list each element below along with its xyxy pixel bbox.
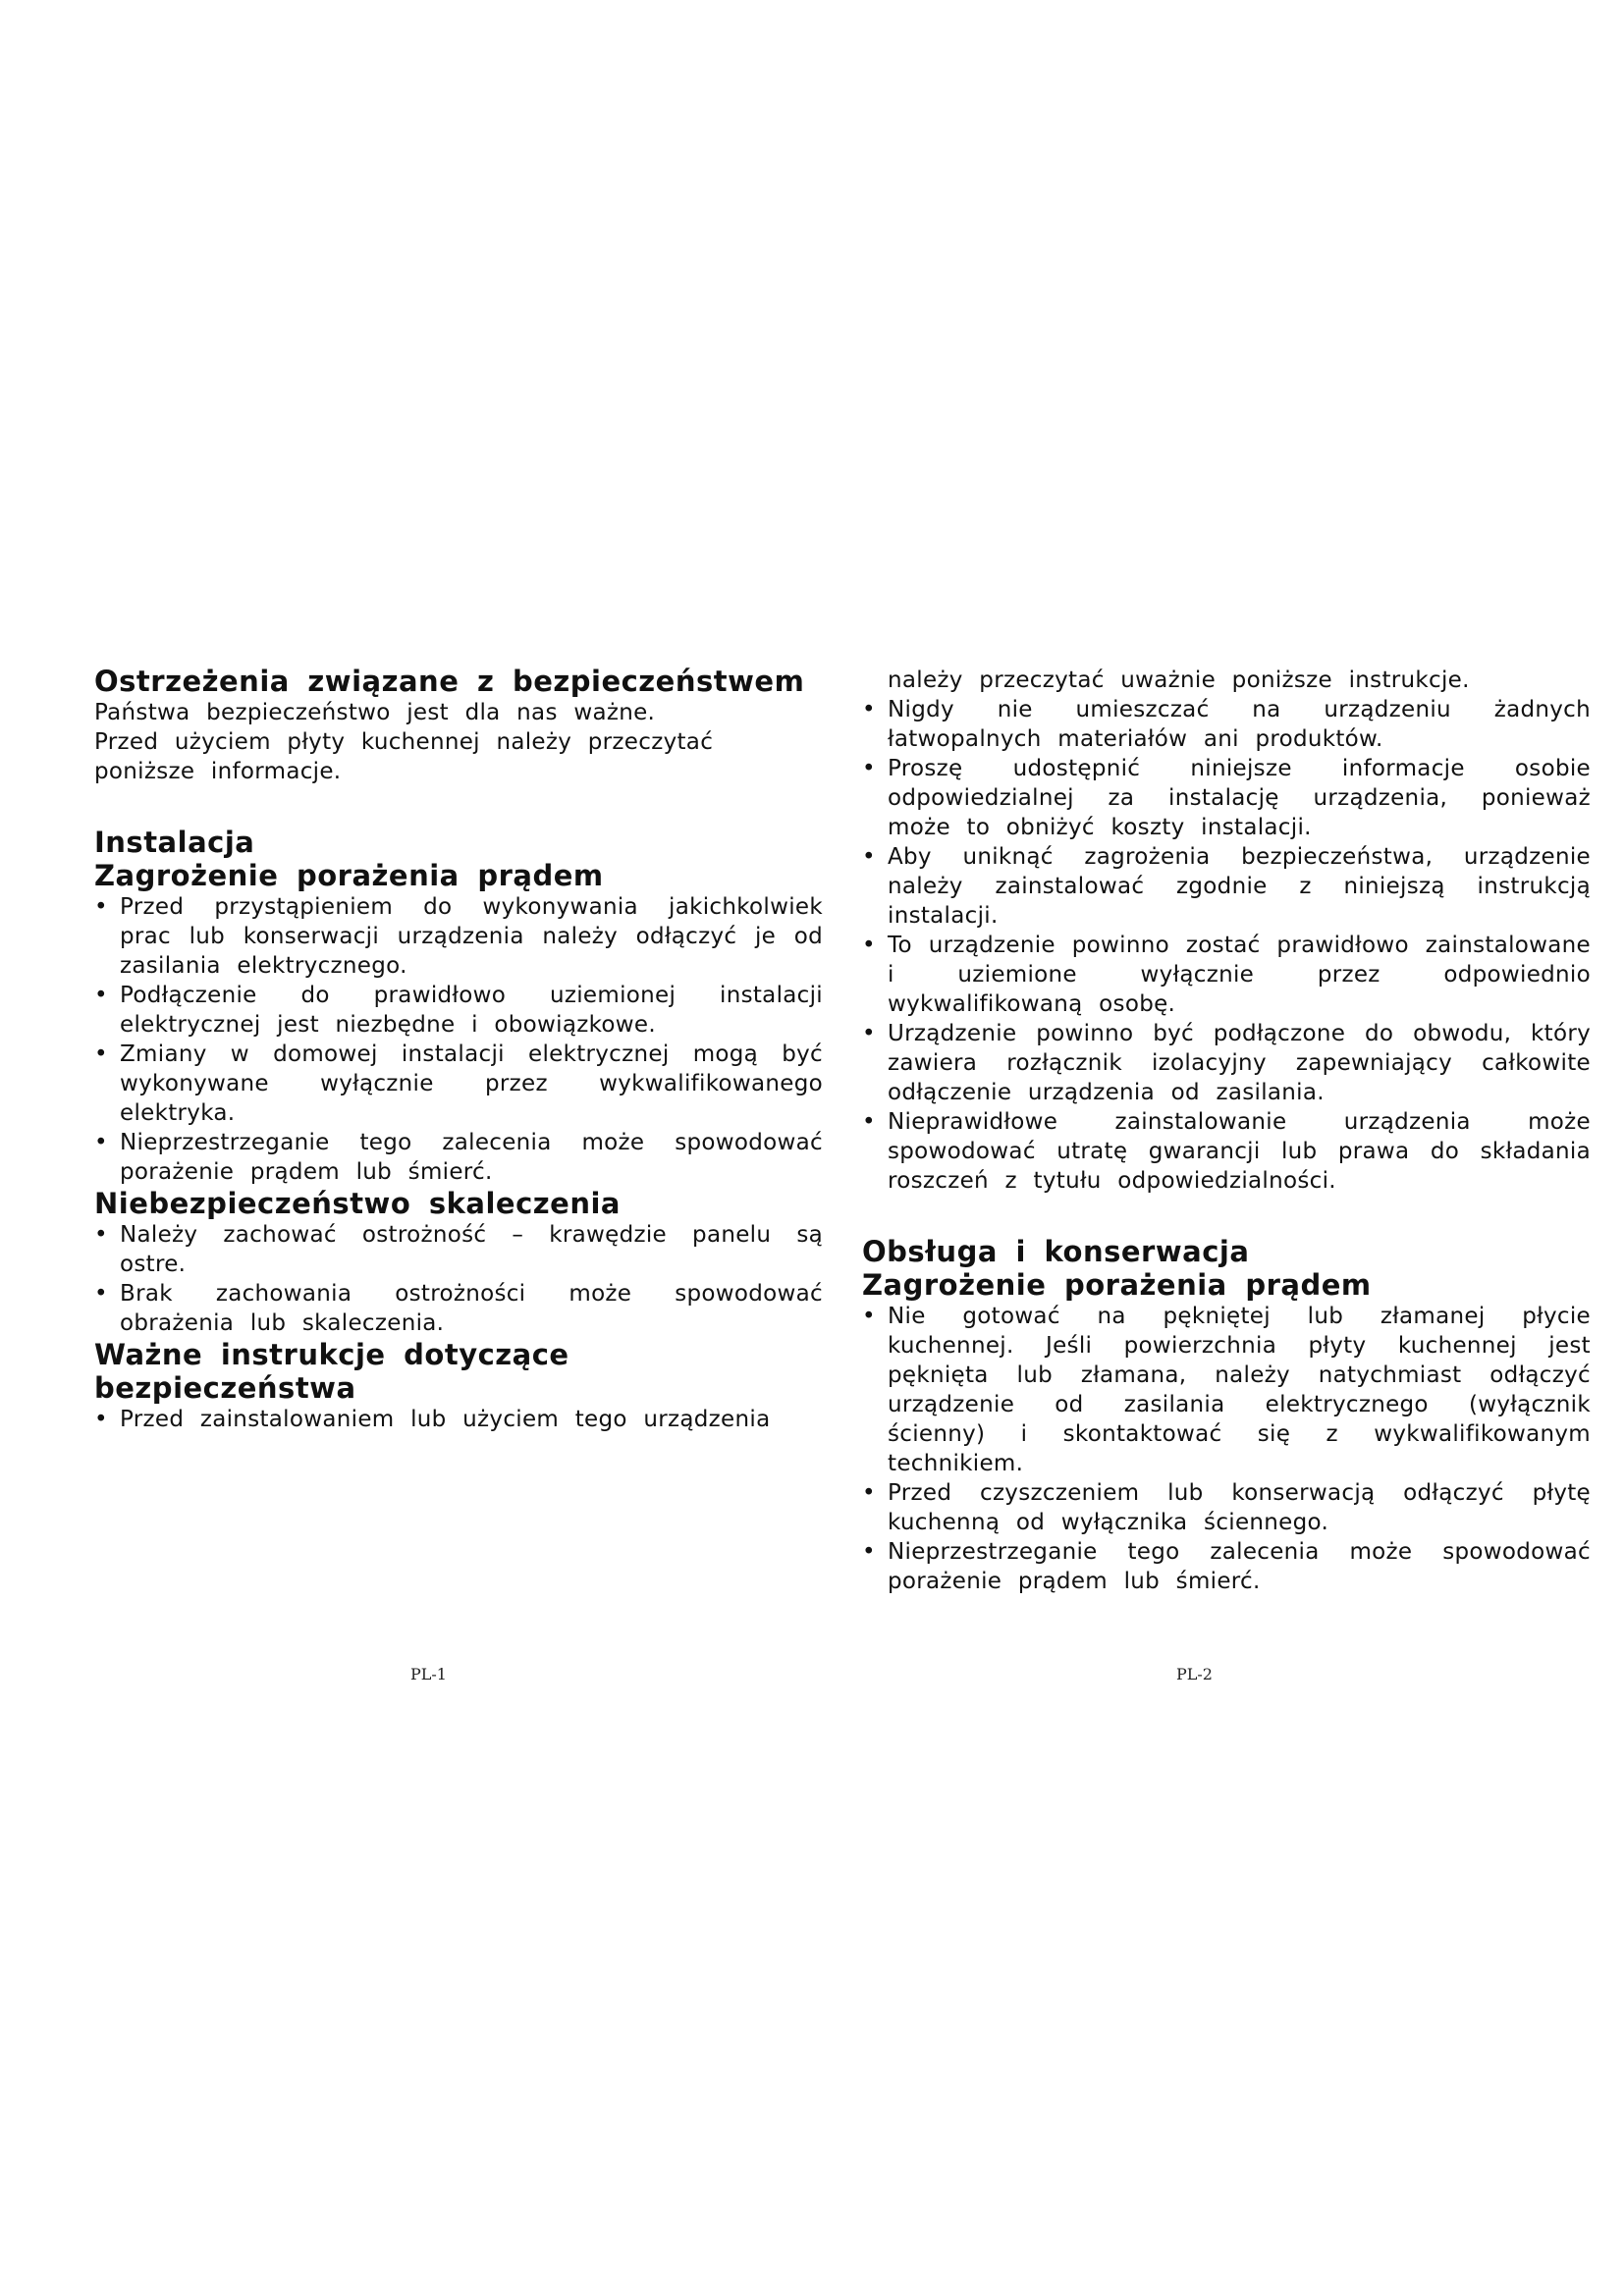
important-instructions-list (94, 1405, 823, 1434)
shock-hazard-heading: Zagrożenie porażenia prądem (94, 859, 604, 892)
list-item: • Proszę udostępnić niniejsze informacje osobie odpowiedzialnej za instalację urządzenia, ponieważ może to obniżyć koszty instalacji. (862, 754, 1591, 842)
list-item: • Należy zachować ostrożność – krawędzie panelu są ostre. (94, 1220, 823, 1279)
maintenance-heading: Obsługa i konserwacja (862, 1235, 1250, 1268)
installation-heading: Instalacja (94, 826, 255, 859)
list-item: • Nieprzestrzeganie tego zalecenia może spowodować porażenie prądem lub śmierć. (862, 1537, 1591, 1596)
shock-hazard-heading-2: Zagrożenie porażenia prądem (862, 1268, 1372, 1302)
intro-line-1: Państwa bezpieczeństwo jest dla nas ważne. (94, 700, 656, 725)
left-column (94, 665, 823, 1434)
list-item: • Brak zachowania ostrożności może spowodować obrażenia lub skaleczenia. (94, 1279, 823, 1338)
list-item: • Urządzenie powinno być podłączone do obwodu, który zawiera rozłącznik izolacyjny zapewniający całkowite odłączenie urządzenia od zasilania. (862, 1019, 1591, 1107)
list-item: • Podłączenie do prawidłowo uziemionej instalacji elektrycznej jest niezbędne i obowiązkowe. (94, 981, 823, 1040)
list-item: • Nieprawidłowe zainstalowanie urządzenia może spowodować utratę gwarancji lub prawa do składania roszczeń z tytułu odpowiedzialności. (862, 1107, 1591, 1196)
page-number-left: PL-1 (410, 1665, 447, 1683)
important-instructions-heading: Ważne instrukcje dotyczące (94, 1338, 569, 1371)
list-item: • Przed zainstalowaniem lub użyciem tego urządzenia (94, 1405, 823, 1434)
list-item: • Przed przystąpieniem do wykonywania jakichkolwiek prac lub konserwacji urządzenia należy odłączyć je od zasilania elektrycznego. (94, 892, 823, 981)
continuation-text: należy przeczytać uważnie poniższe instrukcje. (888, 667, 1470, 693)
list-item: • Aby uniknąć zagrożenia bezpieczeństwa, urządzenie należy zainstalować zgodnie z niniejszą instrukcją instalacji. (862, 842, 1591, 931)
list-item: • Nieprzestrzeganie tego zalecenia może spowodować porażenie prądem lub śmierć. (94, 1128, 823, 1187)
list-item: • Nigdy nie umieszczać na urządzeniu żadnych łatwopalnych materiałów ani produktów. (862, 695, 1591, 754)
list-item: • To urządzenie powinno zostać prawidłowo zainstalowane i uziemione wyłącznie przez odpowiednio wykwalifikowaną osobę. (862, 931, 1591, 1019)
important-instructions-heading-cont: bezpieczeństwa (94, 1371, 356, 1405)
page-number-right: PL-2 (1176, 1665, 1213, 1683)
list-item: • Zmiany w domowej instalacji elektrycznej mogą być wykonywane wyłącznie przez wykwalifikowanego elektryka. (94, 1040, 823, 1128)
maintenance-shock-list (862, 1302, 1591, 1596)
spacer (862, 1196, 1591, 1235)
intro-line-2: Przed użyciem płyty kuchennej należy przeczytać (94, 729, 714, 755)
important-instructions-list-cont (862, 695, 1591, 1196)
list-item: • Przed czyszczeniem lub konserwacją odłączyć płytę kuchenną od wyłącznika ściennego. (862, 1478, 1591, 1537)
safety-warnings-heading: Ostrzeżenia związane z bezpieczeństwem (94, 665, 805, 698)
cut-hazard-heading: Niebezpieczeństwo skaleczenia (94, 1187, 621, 1220)
spacer (94, 786, 823, 826)
list-item: • Nie gotować na pękniętej lub złamanej płycie kuchennej. Jeśli powierzchnia płyty kuchennej jest pęknięta lub złamana, należy natychmiast odłączyć urządzenie od zasilania elektrycznego (wyłącznik ścienny) i skontaktować się z wykwalifikowanym technikiem. (862, 1302, 1591, 1478)
right-column (862, 666, 1591, 1596)
cut-hazard-list (94, 1220, 823, 1338)
shock-hazard-list (94, 892, 823, 1187)
intro-line-3: poniższe informacje. (94, 759, 342, 784)
